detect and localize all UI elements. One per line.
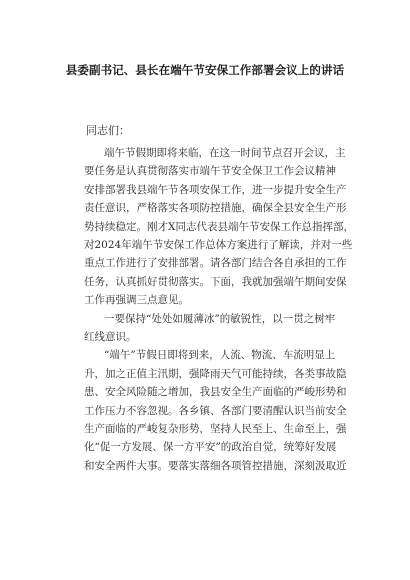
body-text-line: 对2024年端午节安保工作总体方案进行了解读，并对一些 bbox=[84, 239, 353, 251]
body-text-line: 势持续稳定。刚才X同志代表县端午节安保工作总指挥部， bbox=[84, 220, 354, 233]
salutation: 同志们： bbox=[86, 124, 130, 137]
body-text-line: 一要保持“处处如履薄冰”的敏锐性，以一贯之树牢 bbox=[104, 312, 336, 325]
body-text-line: 要任务是认真贯彻落实市端午节安全保卫工作会议精神 bbox=[84, 165, 336, 178]
body-text-line: 责任意识，严格落实各项防控措施，确保全县安全生产形 bbox=[84, 202, 347, 215]
body-text-line: 患、安全风险随之增加，我县安全生产面临的严峻形势和 bbox=[84, 386, 347, 399]
document-title: 县委副书记、县长在端午节安保工作部署会议上的讲话 bbox=[65, 63, 345, 77]
body-text-line: 和安全两件大事。要落实落细各项管控措施，深刻汲取近 bbox=[84, 459, 347, 472]
body-text-line: 生产面临的严峻复杂形势，坚持人民至上、生命至上，强 bbox=[84, 423, 347, 435]
body-text-line: 工作再强调三点意见。 bbox=[84, 294, 189, 307]
body-text-line: “端午”节假日即将到来，人流、物流、车流明显上 bbox=[104, 349, 336, 362]
body-text-line: 工作压力不容忽视。各乡镇、各部门要清醒认识当前安全 bbox=[84, 404, 347, 417]
body-text-line: 任务，认真抓好贯彻落实。下面，我就加强端午期间安保 bbox=[84, 275, 347, 288]
body-text-line: 化“促一方发展、保一方平安”的政治自觉，统筹好发展 bbox=[84, 441, 337, 454]
body-text-line: 端午节假期即将来临，在这一时间节点召开会议，主 bbox=[104, 147, 346, 159]
body-text-line: 安排部署我县端午节各项安保工作，进一步提升安全生产 bbox=[84, 183, 347, 196]
body-text-line: 重点工作进行了安排部署。请各部门结合各自承担的工作 bbox=[84, 257, 347, 270]
body-text-line: 升，加之正值主汛期，强降雨天气可能持续，各类事故隐 bbox=[84, 367, 347, 380]
body-text-line: 红线意识。 bbox=[84, 331, 137, 343]
